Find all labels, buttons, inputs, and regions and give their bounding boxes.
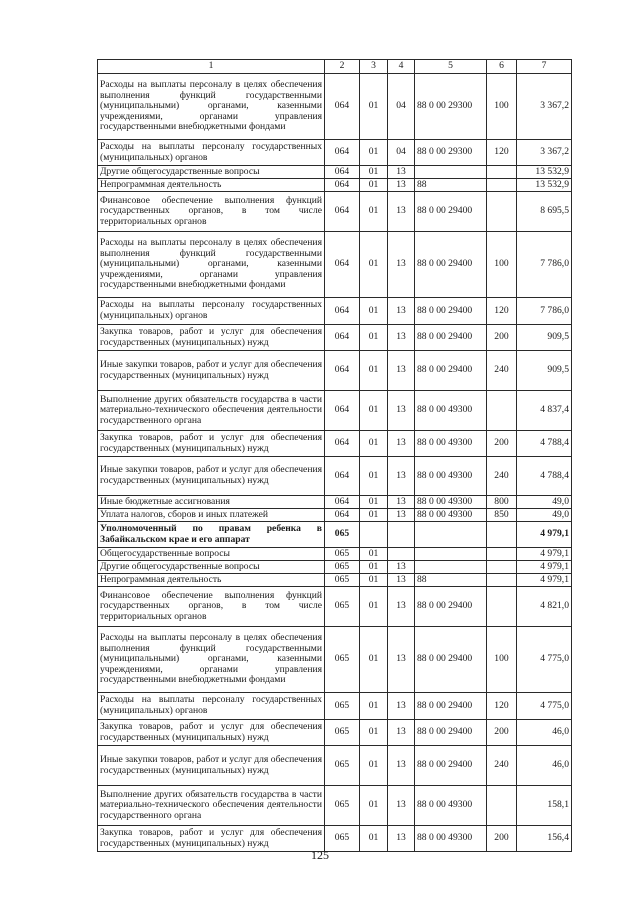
- table-body: [98, 74, 572, 852]
- row-name: Иные закупки товаров, работ и услуг для обеспечения государственных (муниципальных) нужд: [98, 457, 325, 496]
- table-row: [98, 693, 572, 720]
- table-row: [98, 509, 572, 522]
- header-row: [98, 60, 572, 74]
- row-target-article: 88: [415, 179, 487, 192]
- row-name: Другие общегосударственные вопросы: [98, 561, 325, 574]
- row-section-code: 01: [360, 192, 388, 232]
- table-row: [98, 587, 572, 627]
- row-amount: 4 788,4: [517, 457, 572, 496]
- row-expense-type: [487, 574, 517, 587]
- row-subsection-code: 13: [388, 826, 415, 852]
- row-target-article: [415, 561, 487, 574]
- row-subsection-code: 13: [388, 179, 415, 192]
- table-row: [98, 298, 572, 325]
- row-name: Расходы на выплаты персоналу государственных (муниципальных) органов: [98, 140, 325, 166]
- table-row: [98, 522, 572, 548]
- row-section-code: 01: [360, 298, 388, 325]
- row-target-article: 88 0 00 29400: [415, 298, 487, 325]
- table-row: [98, 786, 572, 826]
- row-target-article: 88 0 00 29300: [415, 140, 487, 166]
- row-amount: 3 367,2: [517, 74, 572, 140]
- row-section-code: 01: [360, 509, 388, 522]
- row-name: Закупка товаров, работ и услуг для обеспечения государственных (муниципальных) нужд: [98, 720, 325, 746]
- row-name: Иные закупки товаров, работ и услуг для обеспечения государственных (муниципальных) нужд: [98, 746, 325, 786]
- row-grbs-code: 064: [325, 431, 360, 457]
- row-name: Закупка товаров, работ и услуг для обеспечения государственных (муниципальных) нужд: [98, 431, 325, 457]
- table-row: [98, 496, 572, 509]
- row-grbs-code: 065: [325, 693, 360, 720]
- row-grbs-code: 064: [325, 457, 360, 496]
- row-grbs-code: 064: [325, 140, 360, 166]
- row-expense-type: [487, 522, 517, 548]
- row-name: Уплата налогов, сборов и иных платежей: [98, 509, 325, 522]
- column-header: 3: [360, 60, 388, 74]
- row-target-article: 88: [415, 574, 487, 587]
- row-section-code: 01: [360, 561, 388, 574]
- row-amount: 3 367,2: [517, 140, 572, 166]
- row-section-code: 01: [360, 457, 388, 496]
- row-name: Другие общегосударственные вопросы: [98, 166, 325, 179]
- row-target-article: 88 0 00 49300: [415, 431, 487, 457]
- row-amount: 909,5: [517, 351, 572, 391]
- row-expense-type: 100: [487, 627, 517, 693]
- row-amount: 4 979,1: [517, 522, 572, 548]
- row-amount: 4 775,0: [517, 693, 572, 720]
- row-subsection-code: 13: [388, 431, 415, 457]
- table-row: [98, 140, 572, 166]
- row-section-code: 01: [360, 166, 388, 179]
- row-amount: 13 532,9: [517, 179, 572, 192]
- row-subsection-code: 13: [388, 627, 415, 693]
- row-grbs-code: 064: [325, 391, 360, 431]
- table-row: [98, 74, 572, 140]
- table-row: [98, 325, 572, 351]
- row-name: Закупка товаров, работ и услуг для обеспечения государственных (муниципальных) нужд: [98, 826, 325, 852]
- row-amount: 156,4: [517, 826, 572, 852]
- row-subsection-code: [388, 548, 415, 561]
- budget-table: [97, 59, 572, 852]
- row-expense-type: 240: [487, 746, 517, 786]
- row-amount: 7 786,0: [517, 298, 572, 325]
- row-grbs-code: 064: [325, 74, 360, 140]
- table-row: [98, 431, 572, 457]
- row-expense-type: 100: [487, 74, 517, 140]
- row-section-code: 01: [360, 351, 388, 391]
- row-grbs-code: 065: [325, 826, 360, 852]
- row-section-code: 01: [360, 325, 388, 351]
- row-expense-type: [487, 166, 517, 179]
- column-header: 2: [325, 60, 360, 74]
- row-expense-type: [487, 786, 517, 826]
- table-row: [98, 179, 572, 192]
- row-grbs-code: 064: [325, 351, 360, 391]
- row-expense-type: [487, 391, 517, 431]
- row-grbs-code: 064: [325, 509, 360, 522]
- table-row: [98, 232, 572, 298]
- row-amount: 46,0: [517, 746, 572, 786]
- table-row: [98, 391, 572, 431]
- row-target-article: 88 0 00 49300: [415, 509, 487, 522]
- row-name: Выполнение других обязательств государства в части материально-технического обеспечения деятельности государственного органа: [98, 391, 325, 431]
- row-name: Расходы на выплаты персоналу в целях обеспечения выполнения функций государственными (муниципальными) органами, казенными учреждениями, органами управления государственными внебюджетными фондами: [98, 232, 325, 298]
- row-target-article: 88 0 00 29400: [415, 325, 487, 351]
- row-expense-type: 200: [487, 720, 517, 746]
- row-section-code: 01: [360, 746, 388, 786]
- row-section-code: 01: [360, 140, 388, 166]
- table-row: [98, 561, 572, 574]
- row-section-code: 01: [360, 548, 388, 561]
- row-name: Расходы на выплаты персоналу в целях обеспечения выполнения функций государственными (муниципальными) органами, казенными учреждениями, органами управления государственными внебюджетными фондами: [98, 74, 325, 140]
- row-target-article: [415, 548, 487, 561]
- row-grbs-code: 064: [325, 166, 360, 179]
- row-target-article: 88 0 00 29400: [415, 351, 487, 391]
- budget-table-container: [97, 59, 572, 852]
- row-grbs-code: 065: [325, 522, 360, 548]
- row-expense-type: [487, 561, 517, 574]
- table-row: [98, 457, 572, 496]
- row-section-code: 01: [360, 391, 388, 431]
- row-grbs-code: 064: [325, 232, 360, 298]
- row-section-code: 01: [360, 786, 388, 826]
- row-subsection-code: 13: [388, 298, 415, 325]
- row-target-article: [415, 166, 487, 179]
- row-subsection-code: 13: [388, 457, 415, 496]
- row-amount: 4 775,0: [517, 627, 572, 693]
- column-header: 1: [98, 60, 325, 74]
- row-amount: 4 979,1: [517, 561, 572, 574]
- row-section-code: 01: [360, 587, 388, 627]
- row-name: Финансовое обеспечение выполнения функций государственных органов, в том числе территориальных органов: [98, 587, 325, 627]
- row-expense-type: 120: [487, 140, 517, 166]
- page-number: 125: [311, 848, 329, 862]
- column-header: 7: [517, 60, 572, 74]
- row-subsection-code: 13: [388, 561, 415, 574]
- row-amount: 8 695,5: [517, 192, 572, 232]
- row-name: Непрограммная деятельность: [98, 179, 325, 192]
- row-expense-type: 200: [487, 325, 517, 351]
- row-amount: 158,1: [517, 786, 572, 826]
- row-section-code: 01: [360, 720, 388, 746]
- row-subsection-code: 13: [388, 325, 415, 351]
- row-target-article: 88 0 00 29400: [415, 746, 487, 786]
- row-subsection-code: 13: [388, 496, 415, 509]
- column-header: 5: [415, 60, 487, 74]
- row-section-code: 01: [360, 627, 388, 693]
- row-name: Общегосударственные вопросы: [98, 548, 325, 561]
- row-section-code: 01: [360, 179, 388, 192]
- row-subsection-code: 13: [388, 232, 415, 298]
- row-subsection-code: 13: [388, 166, 415, 179]
- row-expense-type: 120: [487, 693, 517, 720]
- row-target-article: 88 0 00 29400: [415, 627, 487, 693]
- row-expense-type: 800: [487, 496, 517, 509]
- row-grbs-code: 065: [325, 720, 360, 746]
- row-amount: 4 979,1: [517, 574, 572, 587]
- row-subsection-code: 13: [388, 720, 415, 746]
- row-amount: 13 532,9: [517, 166, 572, 179]
- row-target-article: 88 0 00 29400: [415, 192, 487, 232]
- table-row: [98, 351, 572, 391]
- row-subsection-code: 13: [388, 351, 415, 391]
- row-expense-type: [487, 179, 517, 192]
- table-row: [98, 574, 572, 587]
- row-amount: 49,0: [517, 509, 572, 522]
- table-row: [98, 548, 572, 561]
- table-row: [98, 166, 572, 179]
- row-grbs-code: 065: [325, 627, 360, 693]
- row-expense-type: [487, 192, 517, 232]
- row-subsection-code: 04: [388, 74, 415, 140]
- row-subsection-code: 04: [388, 140, 415, 166]
- row-amount: 4 837,4: [517, 391, 572, 431]
- table-row: [98, 192, 572, 232]
- row-name: Непрограммная деятельность: [98, 574, 325, 587]
- row-subsection-code: [388, 522, 415, 548]
- row-expense-type: [487, 587, 517, 627]
- row-target-article: 88 0 00 49300: [415, 457, 487, 496]
- row-target-article: 88 0 00 29400: [415, 587, 487, 627]
- row-amount: 7 786,0: [517, 232, 572, 298]
- column-header: 6: [487, 60, 517, 74]
- row-expense-type: 240: [487, 351, 517, 391]
- row-name: Иные закупки товаров, работ и услуг для обеспечения государственных (муниципальных) нужд: [98, 351, 325, 391]
- row-name: Расходы на выплаты персоналу государственных (муниципальных) органов: [98, 693, 325, 720]
- row-target-article: 88 0 00 29400: [415, 720, 487, 746]
- row-subsection-code: 13: [388, 391, 415, 431]
- row-amount: 46,0: [517, 720, 572, 746]
- row-target-article: 88 0 00 29300: [415, 74, 487, 140]
- table-row: [98, 720, 572, 746]
- row-subsection-code: 13: [388, 587, 415, 627]
- row-grbs-code: 065: [325, 548, 360, 561]
- row-expense-type: 200: [487, 826, 517, 852]
- row-grbs-code: 064: [325, 325, 360, 351]
- row-grbs-code: 064: [325, 496, 360, 509]
- row-subsection-code: 13: [388, 786, 415, 826]
- row-name: Иные бюджетные ассигнования: [98, 496, 325, 509]
- row-section-code: 01: [360, 431, 388, 457]
- row-amount: 4 821,0: [517, 587, 572, 627]
- row-expense-type: 100: [487, 232, 517, 298]
- row-subsection-code: 13: [388, 693, 415, 720]
- row-subsection-code: 13: [388, 192, 415, 232]
- row-subsection-code: 13: [388, 509, 415, 522]
- row-section-code: 01: [360, 574, 388, 587]
- row-amount: 49,0: [517, 496, 572, 509]
- row-section-code: 01: [360, 693, 388, 720]
- row-grbs-code: 064: [325, 192, 360, 232]
- row-target-article: [415, 522, 487, 548]
- row-section-code: 01: [360, 496, 388, 509]
- row-amount: 4 788,4: [517, 431, 572, 457]
- row-expense-type: 200: [487, 431, 517, 457]
- row-grbs-code: 065: [325, 561, 360, 574]
- row-section-code: 01: [360, 74, 388, 140]
- row-grbs-code: 065: [325, 746, 360, 786]
- row-name: Уполномоченный по правам ребенка в Забайкальском крае и его аппарат: [98, 522, 325, 548]
- row-expense-type: 850: [487, 509, 517, 522]
- row-name: Закупка товаров, работ и услуг для обеспечения государственных (муниципальных) нужд: [98, 325, 325, 351]
- table-row: [98, 746, 572, 786]
- row-section-code: 01: [360, 826, 388, 852]
- row-amount: 4 979,1: [517, 548, 572, 561]
- row-section-code: [360, 522, 388, 548]
- row-subsection-code: 13: [388, 746, 415, 786]
- row-grbs-code: 065: [325, 574, 360, 587]
- row-grbs-code: 064: [325, 298, 360, 325]
- row-name: Выполнение других обязательств государства в части материально-технического обеспечения деятельности государственного органа: [98, 786, 325, 826]
- row-expense-type: 240: [487, 457, 517, 496]
- row-expense-type: [487, 548, 517, 561]
- row-target-article: 88 0 00 49300: [415, 391, 487, 431]
- row-name: Финансовое обеспечение выполнения функций государственных органов, в том числе территориальных органов: [98, 192, 325, 232]
- row-name: Расходы на выплаты персоналу в целях обеспечения выполнения функций государственными (муниципальными) органами, казенными учреждениями, органами управления государственными внебюджетными фондами: [98, 627, 325, 693]
- row-grbs-code: 065: [325, 786, 360, 826]
- row-subsection-code: 13: [388, 574, 415, 587]
- row-grbs-code: 064: [325, 179, 360, 192]
- row-target-article: 88 0 00 49300: [415, 826, 487, 852]
- row-target-article: 88 0 00 49300: [415, 786, 487, 826]
- row-section-code: 01: [360, 232, 388, 298]
- row-target-article: 88 0 00 49300: [415, 496, 487, 509]
- row-amount: 909,5: [517, 325, 572, 351]
- row-target-article: 88 0 00 29400: [415, 232, 487, 298]
- row-expense-type: 120: [487, 298, 517, 325]
- row-grbs-code: 065: [325, 587, 360, 627]
- row-name: Расходы на выплаты персоналу государственных (муниципальных) органов: [98, 298, 325, 325]
- table-row: [98, 627, 572, 693]
- row-target-article: 88 0 00 29400: [415, 693, 487, 720]
- column-header: 4: [388, 60, 415, 74]
